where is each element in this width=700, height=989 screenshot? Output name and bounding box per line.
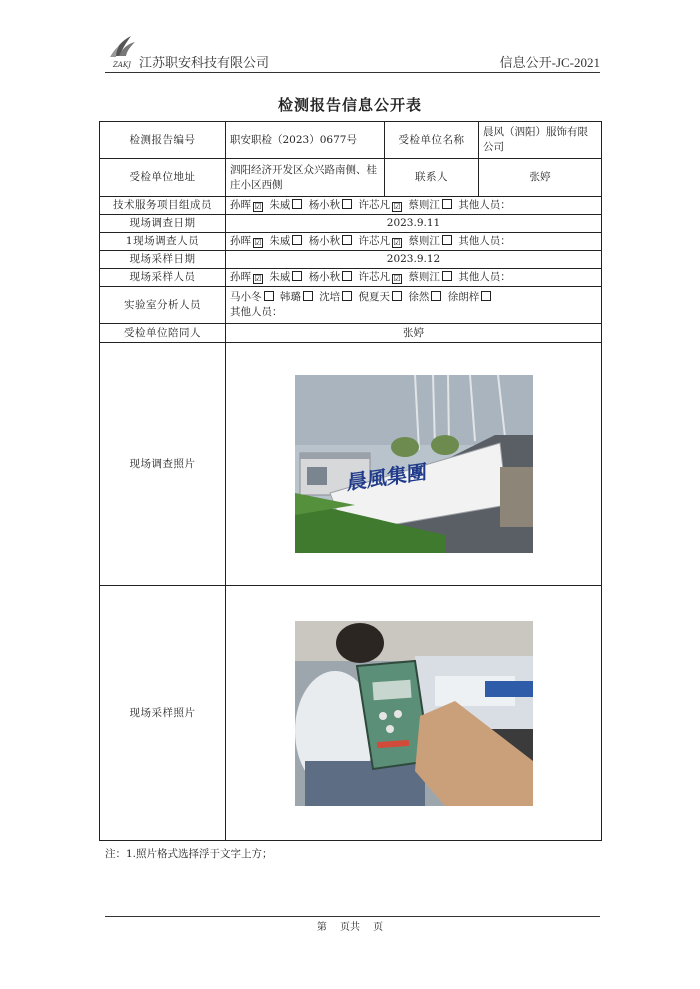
logo-text: ZAKJ xyxy=(113,61,131,69)
document-code: 信息公开-JC-2021 xyxy=(499,55,600,70)
row-sampling-photo xyxy=(100,586,602,841)
footnote: 注：1.照片格式选择浮于文字上方； xyxy=(105,848,273,860)
staff-name: 许芯凡 xyxy=(358,235,391,247)
sampling-photo-cell xyxy=(226,586,602,841)
staff-name: 杨小秋 xyxy=(308,199,341,211)
address-label: 受检单位地址 xyxy=(100,159,226,197)
other-staff-label: 其他人员： xyxy=(458,199,511,211)
row-lab-staff xyxy=(100,287,602,324)
checkbox-icon: ☑ xyxy=(393,274,401,283)
page-number: 第 页共 页 xyxy=(316,922,384,933)
contact-value: 张婷 xyxy=(479,159,602,197)
unit-name-value: 晨风（泗阳）服饰有限公司 xyxy=(479,122,602,159)
other-staff-label: 其他人员： xyxy=(458,235,511,247)
row-survey-date xyxy=(100,215,602,233)
lab-name: 倪夏天 xyxy=(358,291,391,303)
row-report-no xyxy=(100,122,602,159)
lab-other-label: 其他人员： xyxy=(230,306,283,318)
lab-staff-value xyxy=(226,287,602,324)
row-sampling-staff xyxy=(100,269,602,287)
tech-team-value xyxy=(226,197,602,215)
sampling-staff-label: 现场采样人员 xyxy=(100,269,226,287)
sampling-date-value: 2023.9.12 xyxy=(226,251,602,269)
lab-name: 徐朗梓 xyxy=(447,291,480,303)
checkbox-icon xyxy=(442,235,452,245)
tech-team-label: 技术服务项目组成员 xyxy=(100,197,226,215)
contact-label: 联系人 xyxy=(385,159,479,197)
checkbox-icon xyxy=(303,291,313,301)
lab-name: 韩璐 xyxy=(279,291,301,303)
checkbox-icon xyxy=(292,271,302,281)
unit-name-label: 受检单位名称 xyxy=(385,122,479,159)
staff-name: 蔡则江 xyxy=(408,271,440,283)
row-survey-photo xyxy=(100,343,602,586)
staff-name: 孙晖 xyxy=(230,235,251,247)
row-survey-staff xyxy=(100,233,602,251)
lab-name: 马小冬 xyxy=(230,291,262,303)
footer-rule xyxy=(105,916,600,917)
page-header xyxy=(105,32,600,74)
staff-name: 杨小秋 xyxy=(308,271,341,283)
report-no-value: 职安职检（2023）0677号 xyxy=(226,122,385,159)
checkbox-icon xyxy=(342,199,352,209)
checkbox-icon xyxy=(481,291,491,301)
staff-name: 杨小秋 xyxy=(308,235,341,247)
sampling-staff-value xyxy=(226,269,602,287)
staff-name: 蔡则江 xyxy=(408,199,440,211)
staff-name: 孙晖 xyxy=(230,199,251,211)
escort-label: 受检单位陪同人 xyxy=(100,324,226,343)
address-value: 泗阳经济开发区众兴路南侧、桂庄小区西侧 xyxy=(226,159,385,197)
staff-name: 蔡则江 xyxy=(408,235,440,247)
checkbox-icon: ☑ xyxy=(254,274,262,283)
page-title: 检测报告信息公开表 xyxy=(277,96,422,114)
company-name: 江苏职安科技有限公司 xyxy=(139,56,270,71)
survey-date-value: 2023.9.11 xyxy=(226,215,602,233)
other-staff-label: 其他人员： xyxy=(458,271,511,283)
checkbox-icon xyxy=(342,271,352,281)
sign-text: 晨風集團 xyxy=(346,459,427,495)
survey-staff-value xyxy=(226,233,602,251)
checkbox-icon: ☑ xyxy=(254,202,262,211)
checkbox-icon: ☑ xyxy=(254,238,262,247)
row-address xyxy=(100,159,602,197)
survey-photo xyxy=(295,375,533,553)
checkbox-icon xyxy=(442,271,452,281)
checkbox-icon: ☑ xyxy=(393,202,401,211)
lab-name: 沈培 xyxy=(319,291,341,303)
checkbox-icon xyxy=(292,199,302,209)
checkbox-icon: ☑ xyxy=(393,238,401,247)
sampling-date-label: 现场采样日期 xyxy=(100,251,226,269)
checkbox-icon xyxy=(431,291,441,301)
staff-name: 许芯凡 xyxy=(358,199,391,211)
survey-photo-cell xyxy=(226,343,602,586)
row-escort xyxy=(100,324,602,343)
sampling-photo xyxy=(295,621,533,806)
checkbox-icon xyxy=(342,291,352,301)
sampling-photo-label: 现场采样照片 xyxy=(100,586,226,841)
row-tech-team xyxy=(100,197,602,215)
lab-name: 徐然 xyxy=(408,291,430,303)
survey-photo-label: 现场调查照片 xyxy=(100,343,226,586)
escort-value: 张婷 xyxy=(226,324,602,343)
checkbox-icon xyxy=(342,235,352,245)
staff-name: 孙晖 xyxy=(230,271,251,283)
report-table xyxy=(99,121,602,841)
staff-name: 许芯凡 xyxy=(358,271,391,283)
report-no-label: 检测报告编号 xyxy=(100,122,226,159)
checkbox-icon xyxy=(442,199,452,209)
checkbox-icon xyxy=(292,235,302,245)
checkbox-icon xyxy=(264,291,274,301)
survey-date-label: 现场调查日期 xyxy=(100,215,226,233)
header-rule xyxy=(105,72,600,73)
row-sampling-date xyxy=(100,251,602,269)
survey-staff-label: 1现场调查人员 xyxy=(100,233,226,251)
checkbox-icon xyxy=(392,291,402,301)
staff-name: 朱威 xyxy=(269,235,291,247)
staff-name: 朱威 xyxy=(269,199,291,211)
lab-staff-label: 实验室分析人员 xyxy=(100,287,226,324)
staff-name: 朱威 xyxy=(269,271,291,283)
company-logo xyxy=(107,32,141,70)
